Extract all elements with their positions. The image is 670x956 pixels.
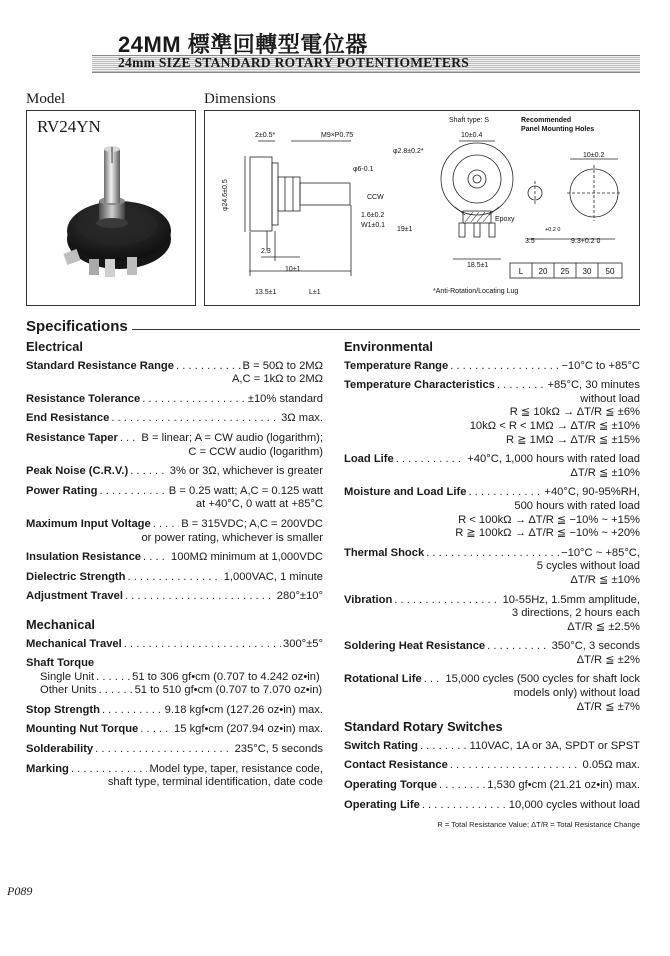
dim-10-1: 10±1 — [285, 266, 301, 273]
spec-value-continued: A,C = 1kΩ to 2MΩ — [231, 373, 323, 386]
spec-value: 1,530 gf•cm (21.21 oz•in) max. — [487, 779, 640, 792]
spec-value-continued: ΔT/R ≦ ±7% — [576, 700, 640, 713]
spec-value: 0.05Ω max. — [582, 759, 640, 772]
model-name: RV24YN — [37, 117, 101, 136]
dim-246: φ24.6±0.5 — [222, 179, 229, 211]
l-table-cell: 20 — [538, 267, 548, 276]
spec-item — [26, 432, 323, 459]
spec-label: Temperature Range — [344, 359, 449, 372]
spec-label: Peak Noise (C.R.V.) — [26, 465, 129, 478]
dim-6: φ6-0.1 — [353, 166, 374, 173]
spec-label: Maximum Input Voltage — [26, 517, 151, 530]
spec-value: 235°C, 5 seconds — [234, 743, 323, 756]
spec-label: Insulation Resistance — [26, 551, 142, 564]
spec-value-continued: R ≧ 1MΩ → ΔT/R ≦ ±15% — [506, 433, 640, 446]
dim-l1: L±1 — [309, 289, 321, 296]
dim-w1: W1±0.1 — [361, 222, 386, 229]
dim-19: 19±1 — [397, 226, 413, 233]
l-table-cell: L — [518, 267, 524, 276]
spec-item — [26, 638, 323, 652]
spec-item — [26, 704, 323, 718]
spec-label: Adjustment Travel — [26, 590, 123, 603]
torque-sub-label: Single Unit — [40, 670, 95, 683]
spec-value: B = 0.25 watt; A,C = 0.125 watt — [168, 484, 323, 497]
spec-value: 1,000VAC, 1 minute — [223, 570, 323, 583]
spec-label: Standard Resistance Range — [26, 359, 174, 372]
torque-sub-value: 51 to 306 gf•cm (0.707 to 4.242 oz•in) — [132, 670, 320, 683]
spec-value: ±10% standard — [247, 392, 323, 405]
spec-item — [344, 594, 640, 635]
potentiometer-photo — [57, 141, 177, 291]
environmental-heading: Environmental — [344, 339, 433, 354]
spec-label: Temperature Characteristics — [344, 379, 495, 392]
spec-value: +40°C, 90-95%RH, — [544, 486, 640, 499]
spec-item — [344, 547, 640, 588]
environmental-list — [344, 360, 640, 715]
spec-item — [344, 379, 640, 447]
spec-label: Mechanical Travel — [26, 637, 122, 650]
spec-label: Soldering Heat Resistance — [344, 640, 486, 653]
spec-value: 280°±10° — [276, 590, 323, 603]
spec-item — [26, 571, 323, 585]
spec-value: Model type, taper, resistance code, — [149, 762, 323, 775]
spec-item — [344, 453, 640, 480]
spec-item — [344, 779, 640, 793]
spec-label: Marking — [26, 762, 69, 775]
spec-value-continued: models only) without load — [513, 687, 640, 700]
specifications-rule — [132, 329, 640, 330]
spec-value: 9.18 kgf•cm (127.26 oz•in) max. — [164, 703, 323, 716]
spec-value: −10°C to +85°C — [561, 359, 640, 372]
spec-value: 10-55Hz, 1.5mm amplitude, — [502, 593, 640, 606]
spec-value-continued: R < 100kΩ → ΔT/R ≦ −10% ~ +15% — [458, 513, 640, 526]
dimensions-drawing-box — [204, 110, 640, 306]
spec-item — [344, 640, 640, 667]
spec-value: 100MΩ minimum at 1,000VDC — [171, 551, 323, 564]
spec-label: Solderability — [26, 743, 94, 756]
spec-value-continued: ΔT/R ≦ ±10% — [570, 573, 640, 586]
mechanical-heading: Mechanical — [26, 616, 95, 632]
spec-value: B = 50Ω to 2MΩ — [242, 359, 323, 372]
spec-value-continued: shaft type, terminal identification, date code — [107, 776, 323, 789]
model-label: Model — [26, 91, 66, 107]
torque-sub-label: Other Units — [40, 684, 97, 697]
spec-label: Resistance Taper — [26, 431, 118, 444]
spec-item — [26, 723, 323, 737]
spec-label: Vibration — [344, 593, 393, 606]
spec-value-continued: 3 directions, 2 hours each — [511, 607, 640, 620]
spec-value-continued: 500 hours with rated load — [514, 499, 640, 512]
spec-value-continued: ΔT/R ≦ ±10% — [570, 466, 640, 479]
spec-item — [344, 486, 640, 540]
spec-value-continued: 10kΩ < R < 1MΩ → ΔT/R ≦ ±10% — [469, 419, 640, 432]
spec-value: B = linear; A = CW audio (logarithm); — [141, 431, 323, 444]
spec-item — [26, 743, 323, 757]
spec-value: 350°C, 3 seconds — [551, 640, 640, 653]
spec-value: 3% or 3Ω, whichever is greater — [169, 465, 323, 478]
spec-item — [26, 412, 323, 426]
spec-label: Thermal Shock — [344, 546, 425, 559]
spec-item — [26, 763, 323, 790]
dim-07: +0.2 0 — [545, 227, 561, 233]
dimensions-label: Dimensions — [204, 91, 276, 107]
spec-label: Shaft Torque — [26, 657, 95, 670]
spec-item — [26, 551, 323, 565]
spec-label: Rotational Life — [344, 673, 422, 686]
dim-93: 9.3+0.2 0 — [571, 238, 601, 245]
spec-label: Mounting Nut Torque — [26, 723, 139, 736]
dim-10-02: 10±0.2 — [583, 152, 605, 159]
electrical-heading: Electrical — [26, 339, 83, 354]
page-subtitle: 24mm SIZE STANDARD ROTARY POTENTIOMETERS — [118, 55, 470, 70]
spec-label: Contact Resistance — [344, 759, 448, 772]
ccw-label: CCW — [367, 194, 384, 201]
l-table-cell: 25 — [560, 267, 570, 276]
right-spec-column — [344, 340, 640, 832]
spec-value-continued: or power rating, whichever is smaller — [141, 531, 323, 544]
spec-value: 3Ω max. — [281, 412, 323, 425]
page-title: 24MM 標準回轉型電位器 — [118, 32, 368, 57]
model-box — [26, 110, 196, 306]
spec-value: +40°C, 1,000 hours with rated load — [467, 453, 640, 466]
dim-16: 1.6±0.2 — [361, 212, 385, 219]
spec-value-continued: C = CCW audio (logarithm) — [188, 445, 323, 458]
spec-value-continued: at +40°C, 0 watt at +85°C — [195, 498, 323, 511]
torque-sub-value: 51 to 510 gf•cm (0.707 to 7.070 oz•in) — [134, 684, 323, 697]
recommended-label-2: Panel Mounting Holes — [521, 126, 595, 133]
shaft-type-label: Shaft type: S — [449, 117, 490, 124]
switches-list — [344, 740, 640, 812]
spec-item — [26, 360, 323, 387]
dim-10-04: 10±0.4 — [461, 132, 483, 139]
switches-heading: Standard Rotary Switches — [344, 719, 503, 735]
spec-label: Operating Torque — [344, 779, 438, 792]
spec-item — [344, 673, 640, 714]
spec-value: 300°±5° — [283, 637, 323, 650]
dim-35: 3.5 — [525, 238, 535, 245]
dim-28-02: φ2.8±0.2* — [393, 148, 424, 155]
spec-value: 110VAC, 1A or 3A, SPDT or SPST — [469, 739, 640, 752]
spec-value: −10°C ~ +85°C, — [561, 546, 640, 559]
electrical-list — [26, 360, 323, 604]
spec-value-continued: ΔT/R ≦ ±2% — [576, 653, 640, 666]
footnote: R = Total Resistance Value; ΔT/R = Total Resistance Change — [437, 820, 640, 830]
page-number: P089 — [7, 884, 33, 898]
spec-value: 10,000 cycles without load — [508, 798, 640, 811]
spec-label: Dielectric Strength — [26, 570, 126, 583]
spec-item — [26, 393, 323, 407]
anti-rotation-note: *Anti-Rotation/Locating Lug — [433, 288, 519, 295]
left-spec-column — [26, 340, 323, 796]
dim-2-05: 2±0.5* — [255, 132, 276, 139]
spec-item — [344, 799, 640, 813]
recommended-label-1: Recommended — [521, 117, 572, 124]
dim-23: 2.3 — [261, 248, 271, 255]
spec-value-continued: without load — [580, 392, 640, 405]
spec-label: Power Rating — [26, 484, 98, 497]
l-table-cell: 30 — [582, 267, 592, 276]
spec-item — [344, 759, 640, 773]
spec-item — [26, 465, 323, 479]
dim-135: 13.5±1 — [255, 289, 277, 296]
spec-value: B = 315VDC; A,C = 200VDC — [181, 517, 323, 530]
dim-m9: M9×P0.75 — [321, 132, 354, 139]
spec-label: Resistance Tolerance — [26, 392, 141, 405]
spec-label: Stop Strength — [26, 703, 100, 716]
spec-item — [26, 518, 323, 545]
spec-label: Operating Life — [344, 798, 420, 811]
spec-value-continued: R ≦ 10kΩ → ΔT/R ≦ ±6% — [509, 406, 640, 419]
spec-label: End Resistance — [26, 412, 110, 425]
spec-item — [344, 740, 640, 754]
spec-item — [26, 590, 323, 604]
dimension-drawing — [205, 111, 639, 305]
spec-value-continued: 5 cycles without load — [536, 560, 640, 573]
spec-value: +85°C, 30 minutes — [547, 379, 640, 392]
spec-label: Moisture and Load Life — [344, 486, 467, 499]
spec-item — [344, 360, 640, 374]
spec-value: 15 kgf•cm (207.94 oz•in) max. — [174, 723, 323, 736]
epoxy-label: Epoxy — [495, 216, 515, 223]
spec-label: Switch Rating — [344, 739, 418, 752]
spec-label: Load Life — [344, 453, 394, 466]
spec-item — [26, 485, 323, 512]
spec-value-continued: ΔT/R ≦ ±2.5% — [567, 620, 640, 633]
spec-value: 15,000 cycles (500 cycles for shaft lock — [445, 673, 640, 686]
dim-185: 18.5±1 — [467, 262, 489, 269]
spec-item-shaft-torque — [26, 657, 323, 698]
spec-value-continued: R ≧ 100kΩ → ΔT/R ≦ −10% ~ +20% — [455, 527, 640, 540]
specifications-heading: Specifications — [26, 318, 128, 335]
l-table-cell: 50 — [605, 267, 615, 276]
mechanical-list — [26, 704, 323, 790]
